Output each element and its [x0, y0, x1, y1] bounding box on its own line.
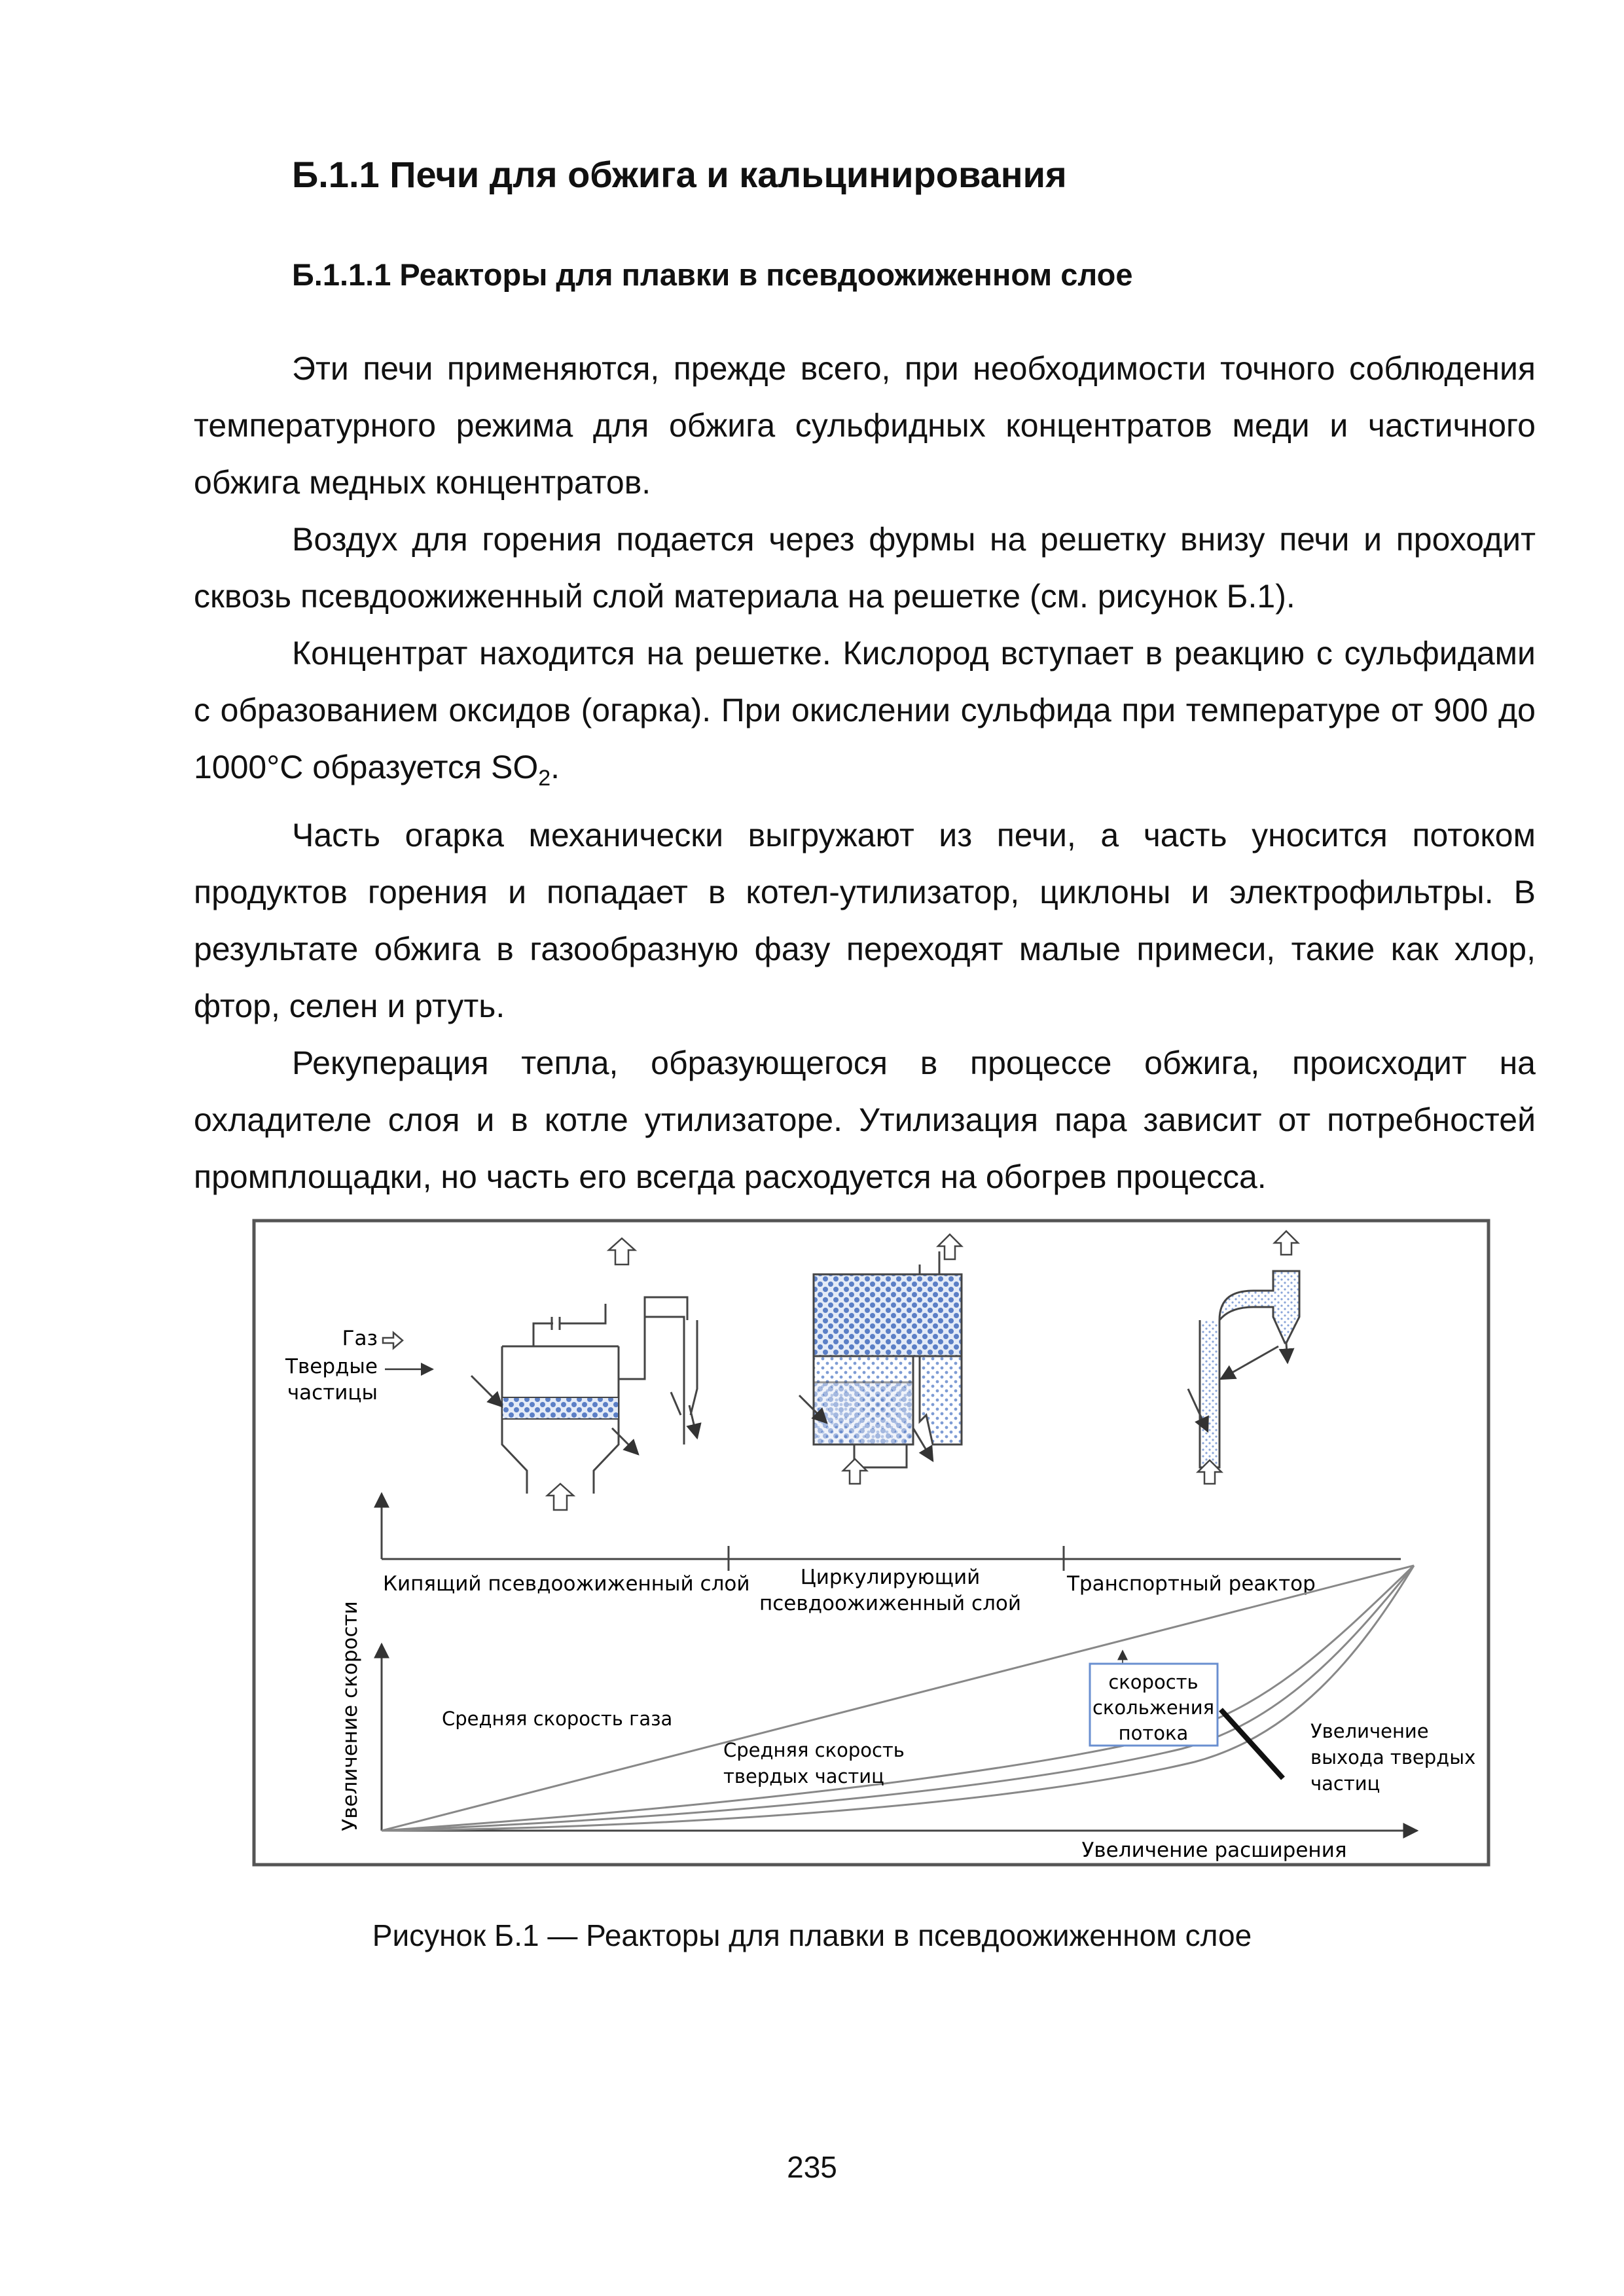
- solids-output-label-3: частиц: [1310, 1772, 1380, 1795]
- paragraph-text: Концентрат находится на решетке. Кислород вступает в реакцию с сульфидами с образованием оксидов (огарка). При окислении сульфида при температуре от 900 до 1000°С образуется: [194, 635, 1536, 785]
- paragraph: Рекуперация тепла, образующегося в процессе обжига, происходит на охладителе слоя и в котле утилизаторе. Утилизация пара зависит от потребностей промплощадки, но часть его всегда расходуется на обогрев процесса.: [194, 1045, 1536, 1195]
- label-circulating-bed-2: псевдоожиженный слой: [759, 1592, 1022, 1615]
- so2-formula: $SO_2$.: [490, 749, 560, 791]
- legend-solids-label-2: частицы: [287, 1381, 378, 1405]
- figure-fluidized-bed-reactors: [252, 1219, 1490, 1867]
- y-axis-label: Увеличение скорости: [338, 1601, 362, 1831]
- slip-velocity-label: скорость: [1108, 1671, 1199, 1693]
- legend-solids-label: Твердые: [285, 1355, 378, 1378]
- solids-output-label: Увеличение: [1310, 1720, 1429, 1742]
- page-number: 235: [787, 2150, 837, 2184]
- circulating-dense-zone: [814, 1382, 913, 1444]
- paragraph: Эти печи применяются, прежде всего, при необходимости точного соблюдения температурного режима для обжига сульфидных концентратов меди и частичного обжига медных концентратов.: [194, 350, 1536, 501]
- x-axis-label: Увеличение расширения: [1081, 1839, 1347, 1862]
- legend-gas-label: Газ: [342, 1327, 378, 1350]
- body-text: [194, 340, 1536, 1206]
- solids-velocity-label-2: твердых частиц: [723, 1765, 884, 1787]
- label-circulating-bed: Циркулирующий: [800, 1566, 981, 1589]
- slip-velocity-label-3: потока: [1118, 1722, 1189, 1744]
- figure-caption: Рисунок Б.1 — Реакторы для плавки в псевдоожиженном слое: [372, 1918, 1252, 1952]
- gas-velocity-label: Средняя скорость газа: [442, 1708, 673, 1730]
- slip-velocity-label-2: скольжения: [1092, 1696, 1215, 1719]
- paragraph: Воздух для горения подается через фурмы на решетку внизу печи и проходит сквозь псевдоожиженный слой материала на решетке (см. рисунок Б.1).: [194, 521, 1536, 615]
- paragraph: Часть огарка механически выгружают из печи, а часть уносится потоком продуктов горения и попадает в котел-утилизатор, циклоны и электрофильтры. В результате обжига в газообразную фазу переходят малые примеси, такие как хлор, фтор, селен и ртуть.: [194, 817, 1536, 1024]
- figure-diagram: [252, 1219, 1490, 1867]
- label-bubbling-bed: Кипящий псевдоожиженный слой: [383, 1572, 750, 1596]
- paragraph: [194, 625, 1536, 807]
- solids-velocity-label: Средняя скорость: [723, 1739, 905, 1761]
- section-title: Б.1.1 Печи для обжига и кальцинирования: [292, 154, 1067, 195]
- subsection-title: Б.1.1.1 Реакторы для плавки в псевдоожиженном слое: [292, 257, 1133, 292]
- bubbling-bed-layer: [502, 1397, 619, 1419]
- label-transport-reactor: Транспортный реактор: [1067, 1572, 1316, 1596]
- circulating-upper-zone: [814, 1274, 962, 1356]
- solids-output-label-2: выхода твердых: [1310, 1746, 1476, 1768]
